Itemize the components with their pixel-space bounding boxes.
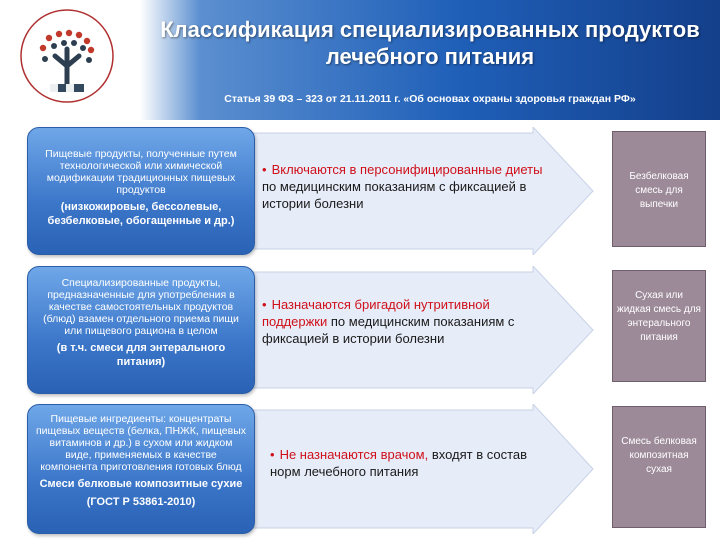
product-category-box [27, 404, 255, 534]
category-description: Пищевые продукты, полученные путем технологической или химической модификации традиционных пищевых продуктов [45, 148, 237, 196]
usage-rule [262, 296, 554, 347]
category-examples: (в т.ч. смеси для энтерального питания) [56, 342, 226, 368]
usage-rule-text: по медицинским показаниям с фиксацией в истории болезни [262, 179, 527, 211]
usage-rule-highlight: Включаются в персонифицированные диеты [271, 162, 543, 177]
row-2 [0, 266, 720, 394]
category-description: Пищевые ингредиенты: концентраты пищевых веществ (белка, ПНЖК, пищевых витаминов и др.) в сухом или жидком виде, применяемых в качестве компонента приготовления готовых блюд [36, 413, 246, 473]
usage-rule [270, 446, 550, 480]
institute-logo [8, 4, 126, 112]
usage-rule-text: входят в состав норм лечебного питания [270, 447, 528, 479]
bullet-icon: • [270, 447, 275, 462]
product-example-box: Сухая или жидкая смесь для энтерального питания [612, 270, 706, 382]
header-banner [0, 0, 720, 120]
usage-rule [262, 161, 554, 212]
category-standard: (ГОСТ Р 53861-2010) [86, 496, 196, 508]
title-line-1: Классификация специализированных продуктов [160, 17, 700, 42]
category-description: Специализированные продукты, предназначенные для употребления в качестве самостоятельных продуктов (блюд) взамен отдельного приема пищи или пищевого рациона в целом [43, 277, 239, 337]
product-example-box: Безбелковая смесь для выпечки [612, 131, 706, 247]
product-example-box: Смесь белковая композитная сухая [612, 406, 706, 528]
bullet-icon: • [262, 162, 267, 177]
category-examples: Смеси белковые композитные сухие [39, 478, 243, 490]
usage-rule-text: по медицинским показаниям с фиксацией в истории болезни [262, 314, 515, 346]
usage-rule-highlight: Назначаются бригадой нутритивной поддержки [262, 297, 490, 329]
product-category-box [27, 127, 255, 255]
title-line-2: лечебного питания [325, 44, 535, 69]
usage-rule-highlight: Не назначаются врачом, [279, 447, 429, 462]
row-3 [0, 404, 720, 534]
product-category-box [27, 266, 255, 394]
category-examples: (низкожировые, бессолевые, безбелковые, обогащенные и др.) [47, 201, 235, 227]
page-title [150, 16, 710, 70]
law-reference: Статья 39 ФЗ – 323 от 21.11.2011 г. «Об основах охраны здоровья граждан РФ» [224, 93, 636, 105]
row-1 [0, 127, 720, 255]
bullet-icon: • [262, 297, 267, 312]
